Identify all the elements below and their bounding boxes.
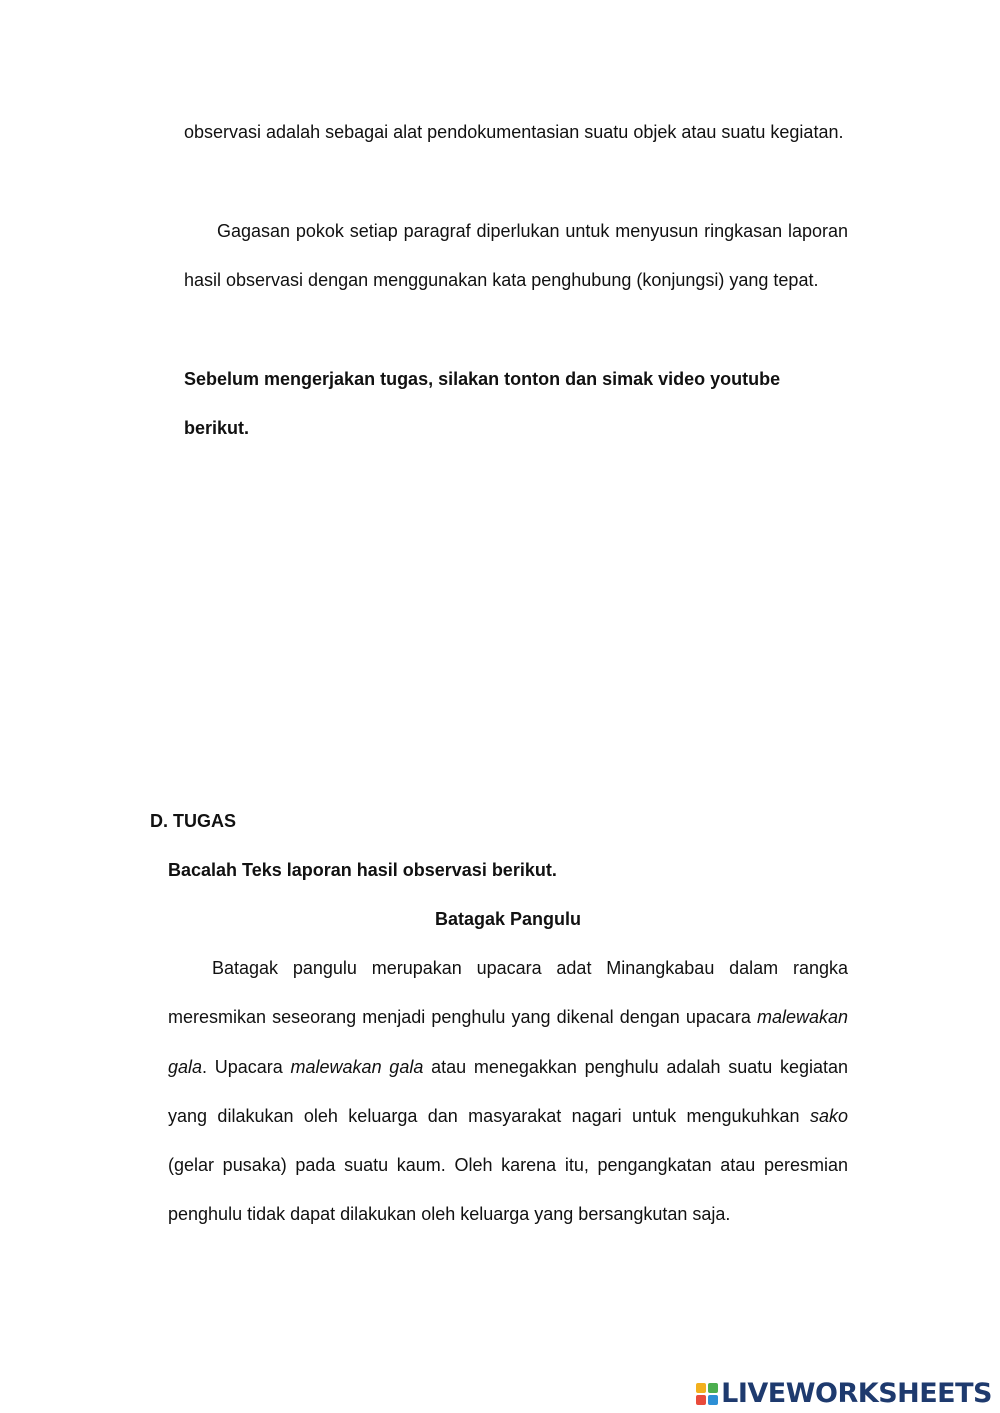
- body-part-4: (gelar pusaka) pada suatu kaum. Oleh karena itu, pengangkatan atau peresmian penghulu tidak dapat dilakukan oleh keluarga yang bersangkutan saja.: [168, 1155, 848, 1225]
- logo-square-2: [708, 1383, 718, 1393]
- logo-square-3: [696, 1395, 706, 1405]
- term-malewakan-gala-2: malewakan gala: [290, 1056, 424, 1077]
- liveworksheets-logo: [696, 1380, 992, 1407]
- term-sako: sako: [809, 1105, 848, 1126]
- observation-text-paragraph: [168, 944, 848, 1240]
- logo-square-4: [708, 1395, 718, 1405]
- logo-square-1: [696, 1383, 706, 1393]
- intro-paragraph-main: [184, 207, 848, 306]
- section-heading: D. TUGAS: [150, 811, 237, 831]
- liveworksheets-logo-icon: [696, 1383, 718, 1405]
- body-part-1: Batagak pangulu merupakan upacara adat Minangkabau dalam rangka meresmikan seseorang menjadi penghulu yang dikenal dengan upacara: [168, 958, 848, 1028]
- body-part-2: . Upacara: [202, 1056, 291, 1077]
- body-part-3: atau menegakkan penghulu adalah suatu kegiatan yang dilakukan oleh keluarga dan masyarakat nagari untuk mengukuhkan: [168, 1056, 849, 1126]
- intro-paragraph-continuation: observasi adalah sebagai alat pendokumentasian suatu objek atau suatu kegiatan.: [184, 122, 844, 142]
- video-embed-area[interactable]: [184, 420, 848, 780]
- task-instruction: Bacalah Teks laporan hasil observasi berikut.: [168, 860, 557, 880]
- intro-paragraph-main-text: Gagasan pokok setiap paragraf diperlukan untuk menyusun ringkasan laporan hasil observasi dengan menggunakan kata penghubung (konjungsi) yang tepat.: [184, 220, 848, 290]
- video-instruction: Sebelum mengerjakan tugas, silakan tonton dan simak video youtube berikut.: [184, 368, 781, 438]
- logo-text: LIVEWORKSHEETS: [721, 1378, 992, 1409]
- text-title: Batagak Pangulu: [434, 909, 582, 929]
- term-malewakan-gala-1: malewakan gala: [168, 1007, 848, 1077]
